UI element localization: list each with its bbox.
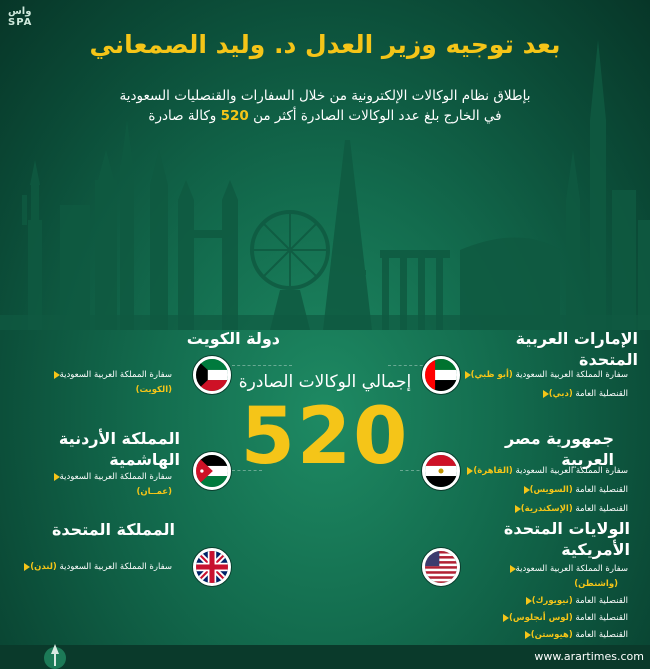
mission-place: (واشنطن) <box>574 579 618 589</box>
country-name-kuwait <box>187 328 280 349</box>
logo-top-text: واس <box>8 6 32 17</box>
subtitle-line-2 <box>0 106 650 126</box>
kuwait-missions-list <box>50 368 172 398</box>
list-item <box>463 464 628 479</box>
uk-flag-icon <box>193 548 231 586</box>
uk-flag-icon <box>196 551 228 583</box>
list-item <box>50 368 172 383</box>
subtitle-number: 520 <box>220 108 249 124</box>
subtitle-prefix: في الخارج بلغ عدد الوكالات الصادرة أكثر من <box>253 108 502 124</box>
connector-line <box>388 365 428 366</box>
country-name-jordan <box>59 428 180 470</box>
uk-missions-list <box>20 560 172 575</box>
page-title: بعد توجيه وزير العدل د. وليد الصمعاني <box>89 30 561 59</box>
list-item <box>463 483 628 498</box>
mission-text: سفارة المملكة العربية السعودية <box>59 370 172 380</box>
mission-place: (القاهرة) <box>473 466 513 476</box>
mission-place: (السويس) <box>529 485 573 495</box>
kuwait-flag-icon <box>193 356 231 394</box>
total-value: 520 <box>240 392 410 482</box>
list-item <box>499 562 628 577</box>
list-item <box>50 470 172 485</box>
mission-place: (نيويورك) <box>531 596 573 606</box>
ministry-emblem-icon <box>40 640 70 669</box>
mission-text: سفارة المملكة العربية السعودية <box>515 564 628 574</box>
uae-flag-icon <box>422 356 460 394</box>
mission-text: القنصلية العامة <box>575 485 628 495</box>
usa-flag-icon <box>422 548 460 586</box>
jordan-flag-icon <box>196 455 228 487</box>
uae-missions-list <box>461 368 628 402</box>
egypt-flag-icon <box>425 455 457 487</box>
list-item <box>50 485 172 500</box>
list-item <box>463 502 628 517</box>
mission-place: (دبي) <box>548 389 573 399</box>
list-item <box>499 577 628 592</box>
list-item <box>50 383 172 398</box>
mission-place: (الكويت) <box>135 385 172 395</box>
mission-place: (عمــان) <box>136 487 172 497</box>
list-item <box>461 387 628 402</box>
kuwait-flag-icon <box>196 359 228 391</box>
country-name-uae <box>516 328 638 370</box>
list-item <box>499 628 628 643</box>
usa-flag-icon <box>425 551 457 583</box>
list-item <box>20 560 172 575</box>
mission-text: القنصلية العامة <box>575 389 628 399</box>
spa-logo <box>8 6 32 28</box>
list-item <box>461 368 628 383</box>
mission-text: سفارة المملكة العربية السعودية <box>515 370 628 380</box>
country-name-usa <box>504 518 630 560</box>
mission-text: سفارة المملكة العربية السعودية <box>59 562 172 572</box>
country-name-line-2: المتحدة <box>579 350 638 369</box>
connector-line <box>232 365 292 366</box>
jordan-missions-list <box>50 470 172 500</box>
mission-text: سفارة المملكة العربية السعودية <box>59 472 172 482</box>
country-name-line-1: المملكة الأردنية <box>58 429 180 448</box>
mission-text: سفارة المملكة العربية السعودية <box>515 466 628 476</box>
list-item <box>499 611 628 626</box>
country-name-line-1: الإمارات العربية <box>515 329 638 348</box>
country-name-text: المملكة المتحدة <box>51 520 175 539</box>
subtitle-suffix: وكالة صادرة <box>148 108 217 124</box>
country-name-line-2: الأمريكية <box>561 540 630 559</box>
mission-place: (لندن) <box>30 562 57 572</box>
country-name-line-1: الولايات المتحدة <box>503 519 630 538</box>
country-name-line-1: جمهورية مصر <box>505 429 614 448</box>
country-name-text: دولة الكويت <box>186 329 280 348</box>
logo-bottom-text: SPA <box>8 17 33 28</box>
subtitle <box>0 86 650 126</box>
total-label: إجمالي الوكالات الصادرة <box>238 372 412 392</box>
country-name-line-2: العربية <box>561 450 614 469</box>
usa-missions-list <box>499 562 628 643</box>
subtitle-line-1: بإطلاق نظام الوكالات الإلكترونية من خلال السفارات والقنصليات السعودية <box>119 88 531 104</box>
country-name-line-2: الهاشمية <box>109 450 180 469</box>
mission-place: (هيوستن) <box>530 630 573 640</box>
egypt-missions-list <box>463 464 628 517</box>
mission-place: (الإسكندرية) <box>520 504 573 514</box>
website-link[interactable]: www.arartimes.com <box>534 650 644 663</box>
mission-text: القنصلية العامة <box>575 630 628 640</box>
list-item <box>499 594 628 609</box>
mission-text: القنصلية العامة <box>575 596 628 606</box>
mission-text: القنصلية العامة <box>575 504 628 514</box>
egypt-flag-icon <box>422 452 460 490</box>
uae-flag-icon <box>425 359 457 391</box>
connector-line <box>232 470 262 471</box>
jordan-flag-icon <box>193 452 231 490</box>
mission-place: (لوس أنجلوس) <box>508 613 573 623</box>
mission-place: (أبو ظبي) <box>470 370 513 380</box>
country-name-uk <box>52 519 175 540</box>
mission-text: القنصلية العامة <box>575 613 628 623</box>
